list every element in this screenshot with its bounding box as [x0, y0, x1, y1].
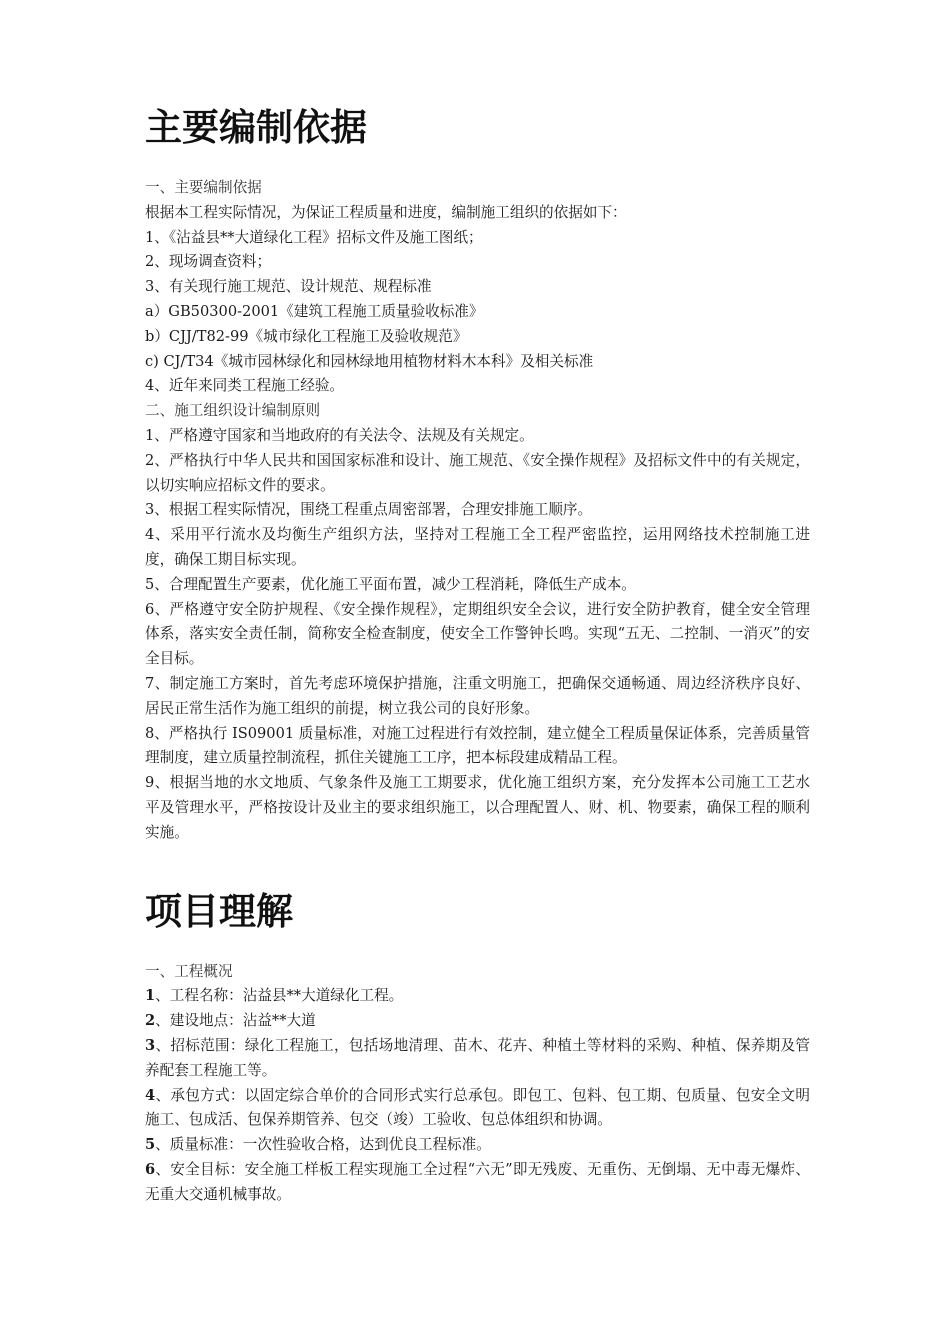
list-item: [145, 984, 810, 1009]
paragraph: 5、合理配置生产要素，优化施工平面布置，减少工程消耗，降低生产成本。: [145, 575, 636, 593]
item-text: 、工程名称：沾益县**大道绿化工程。: [155, 987, 404, 1005]
paragraph: 3、有关现行施工规范、设计规范、规程标准: [145, 278, 432, 296]
item-number: 5: [145, 1136, 156, 1154]
item-text: 、建设地点：沾益**大道: [155, 1012, 316, 1030]
paragraph: 9、根据当地的水文地质、气象条件及施工工期要求，优化施工组织方案，充分发挥本公司施工工艺水平及管理水平，严格按设计及业主的要求组织施工，以合理配置人、财、机、物要素，确保工程的顺利实施。: [145, 774, 810, 841]
paragraph: 6、严格遵守安全防护规程、《安全操作规程》，定期组织安全会议，进行安全防护教育，健全安全管理体系，落实安全责任制，简称安全检查制度，使安全工作警钟长鸣。实现“五无、二控制、一消灭”的安全目标。: [145, 600, 810, 668]
paragraph: 一、主要编制依据: [145, 179, 262, 196]
item-text: 、质量标准：一次性验收合格，达到优良工程标准。: [155, 1136, 491, 1154]
paragraph: 8、严格执行 IS09001 质量标准，对施工过程进行有效控制，建立健全工程质量保证体系，完善质量管理制度，建立质量控制流程，抓住关键施工工序，把本标段建成精品工程。: [145, 724, 810, 767]
section-title: 主要编制依据: [145, 106, 367, 149]
item-number: 3: [145, 1036, 156, 1054]
item-text: 、安全目标：安全施工样板工程实现施工全过程“六无”即无残废、无重伤、无倒塌、无中毒无爆炸、无重大交通机械事故。: [145, 1160, 810, 1203]
list-item: [145, 1158, 810, 1208]
paragraph: 2、现场调查资料；: [145, 253, 272, 271]
subheading: 一、工程概况: [145, 962, 233, 980]
list-item: [145, 1084, 810, 1134]
paragraph: 2、严格执行中华人民共和国国家标准和设计、施工规范、《安全操作规程》及招标文件中的有关规定，以切实响应招标文件的要求。: [145, 451, 810, 494]
document-page: [145, 100, 810, 1207]
paragraph: c) CJ/T34《城市园林绿化和园林绿地用植物材料木本科》及相关标准: [145, 352, 594, 370]
item-text: 、承包方式：以固定综合单价的合同形式实行总承包。即包工、包料、包工期、包质量、包安全文明施工、包成活、包保养期管养、包交（竣）工验收、包总体组织和协调。: [145, 1086, 810, 1129]
list-item: [145, 1009, 810, 1034]
paragraph: b）CJJ/T82-99《城市绿化工程施工及验收规范》: [145, 327, 468, 345]
paragraph: a）GB50300-2001《建筑工程施工质量验收标准》: [145, 302, 484, 320]
paragraph: 4、采用平行流水及均衡生产组织方法，坚持对工程施工全工程严密监控，运用网络技术控制施工进度，确保工期目标实现。: [145, 526, 810, 568]
paragraph: 1、《沾益县**大道绿化工程》招标文件及施工图纸；: [145, 228, 483, 246]
paragraph: 根据本工程实际情况，为保证工程质量和进度，编制施工组织的依据如下：: [145, 203, 627, 221]
item-number: 2: [145, 1012, 156, 1030]
section-body: [145, 960, 810, 1208]
item-number: 6: [145, 1160, 156, 1178]
item-number: 1: [145, 987, 156, 1005]
paragraph: 4、近年来同类工程施工经验。: [145, 377, 345, 395]
item-text: 、招标范围：绿化工程施工，包括场地清理、苗木、花卉、种植土等材料的采购、种植、保养期及管养配套工程施工等。: [145, 1036, 810, 1079]
list-item: [145, 1133, 810, 1158]
paragraph: 1、严格遵守国家和当地政府的有关法令、法规及有关规定。: [145, 426, 534, 444]
list-item: [145, 1034, 810, 1084]
section-body: [145, 176, 810, 846]
paragraph: 二、施工组织设计编制原则: [145, 402, 321, 420]
paragraph: 7、制定施工方案时，首先考虑环境保护措施，注重文明施工，把确保交通畅通、周边经济秩序良好、居民正常生活作为施工组织的前提，树立我公司的良好形象。: [145, 674, 810, 717]
item-number: 4: [145, 1086, 156, 1104]
paragraph: 3、根据工程实际情况，围绕工程重点周密部署，合理安排施工顺序。: [145, 501, 593, 519]
section-title: 项目理解: [145, 889, 293, 933]
